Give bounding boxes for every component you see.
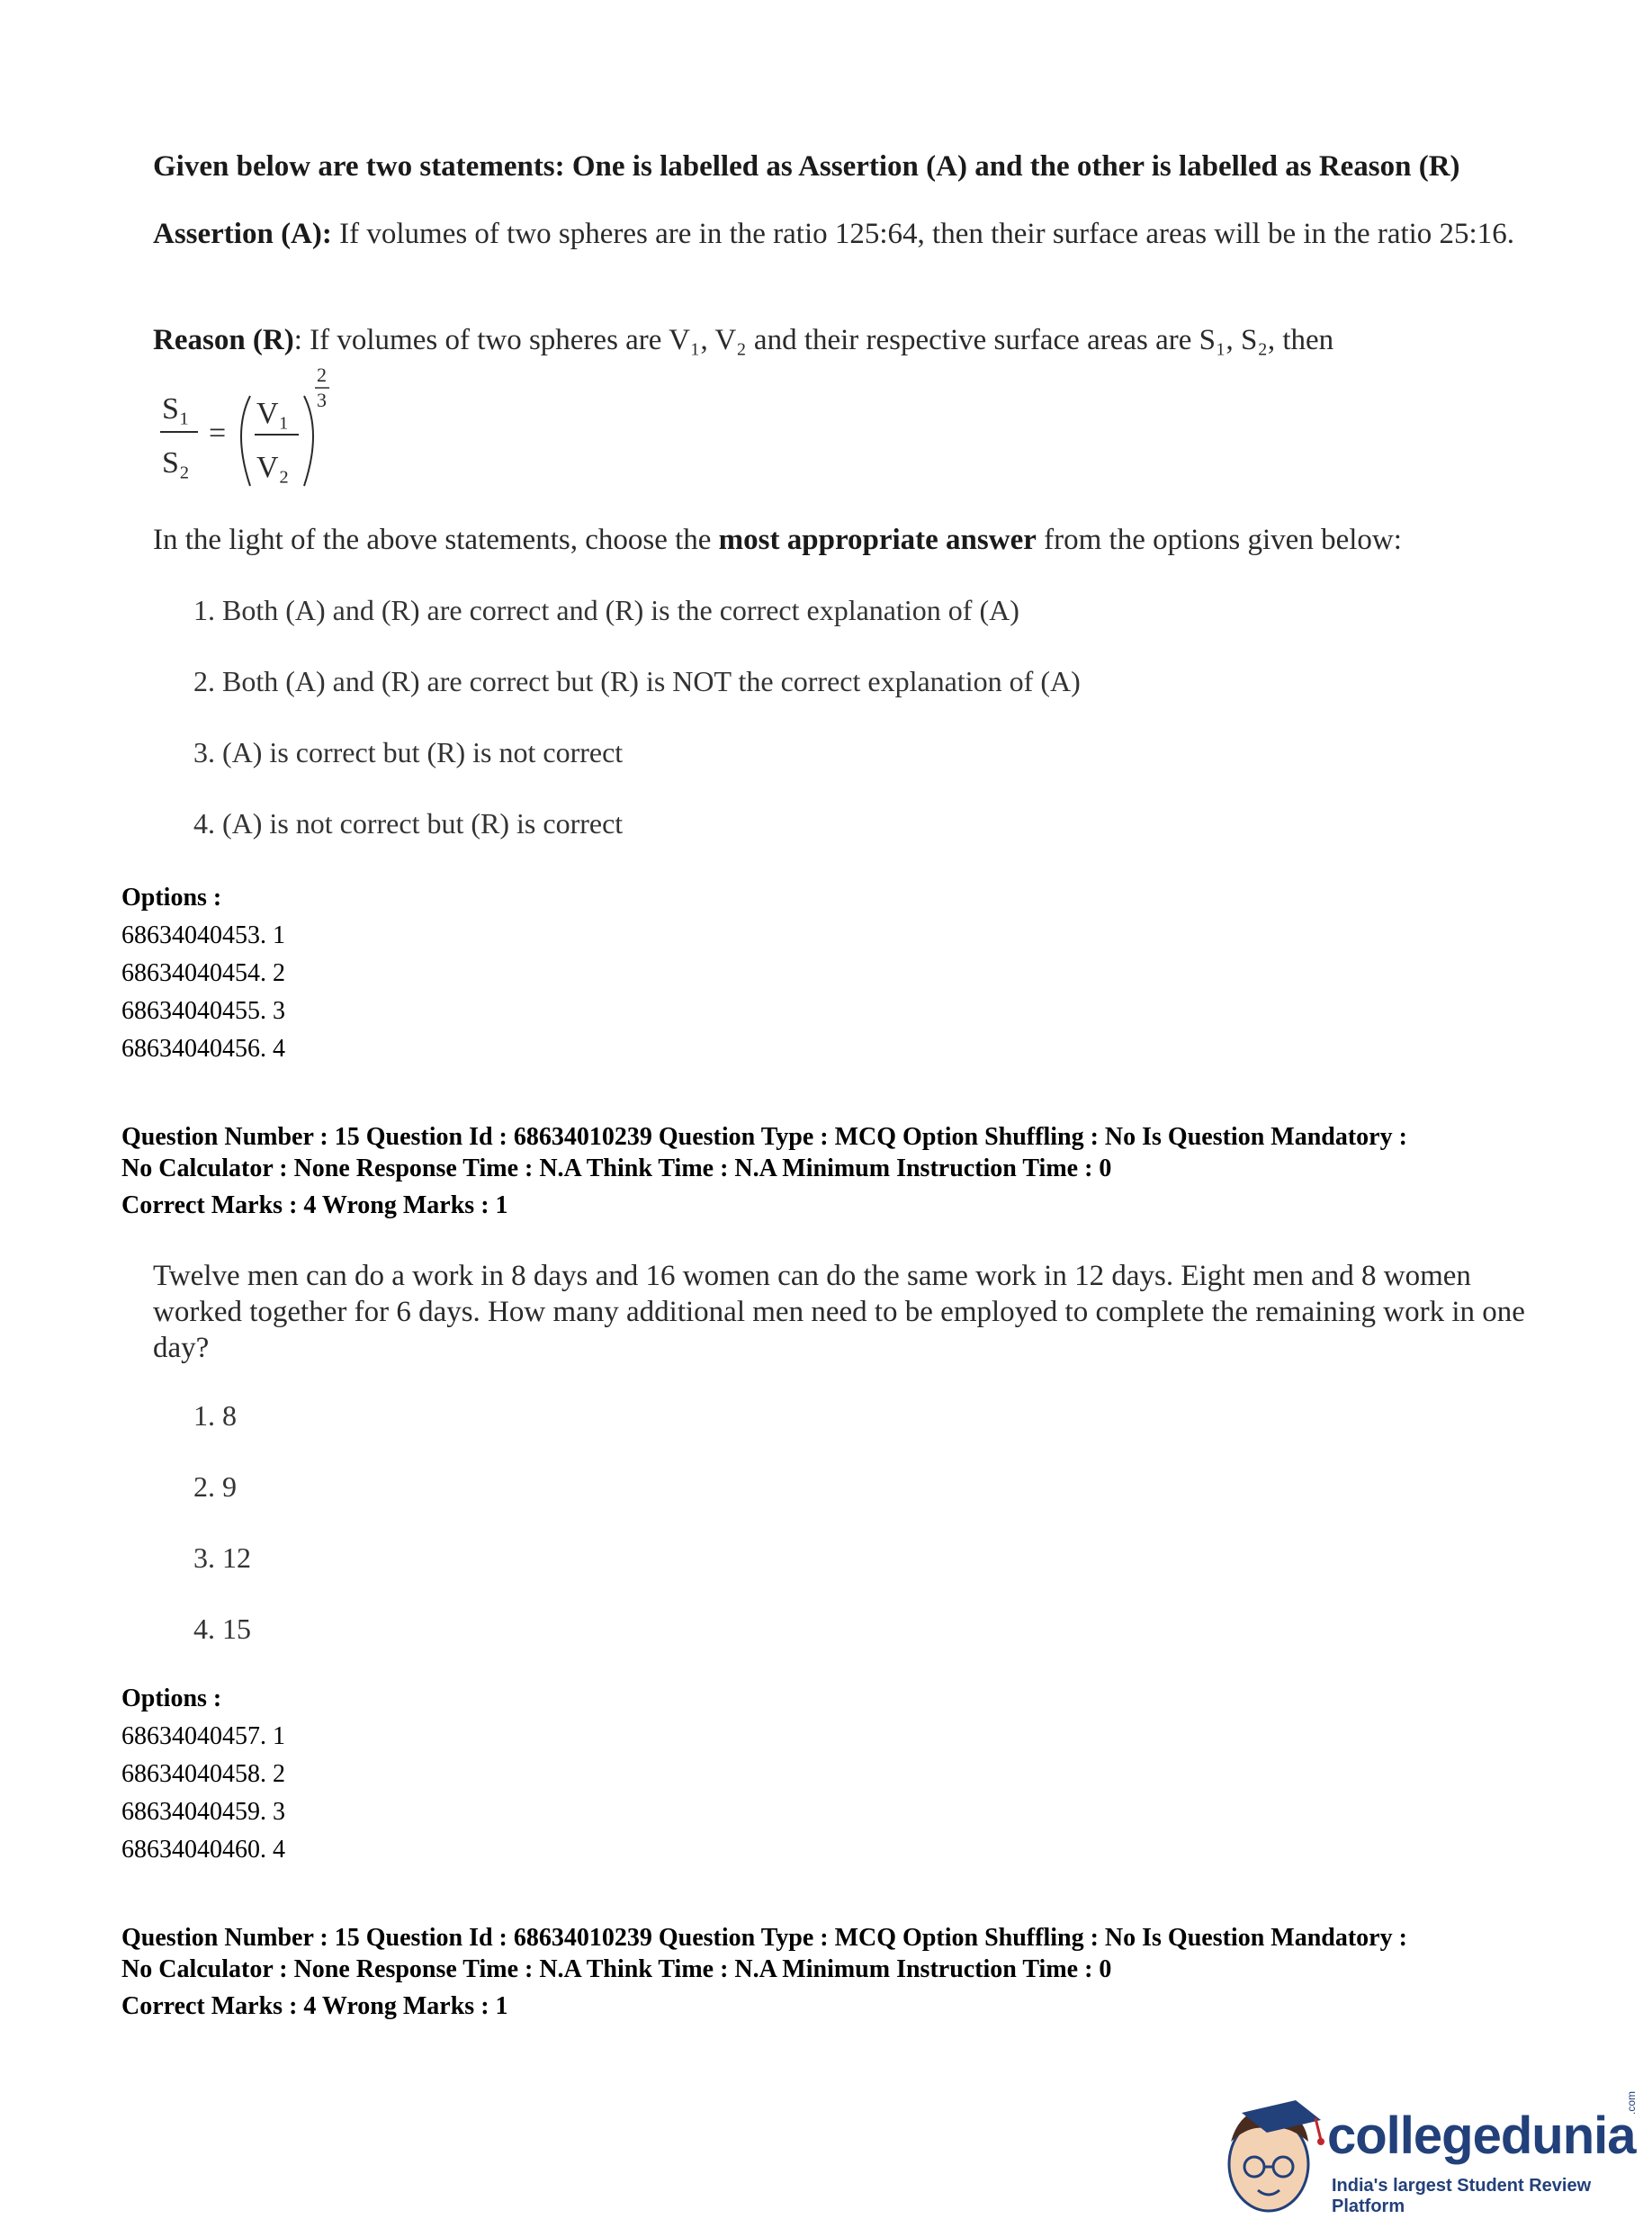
formula-v2: V₂ [256,451,290,484]
meta-line: Question Number : 15 Question Id : 68634010239 Question Type : MCQ Option Shuffling : No Is Question Mandatory : [121,1123,1407,1151]
instruction-pre: In the light of the above statements, choose the [153,524,719,556]
assertion-label: Assertion (A): [153,218,332,250]
option-line: 68634040457. 1 [121,1722,285,1750]
choice-item: 2. 9 [193,1470,237,1503]
option-line: 68634040455. 3 [121,997,285,1025]
choice-item: 1. Both (A) and (R) are correct and (R) is the correct explanation of (A) [193,594,1019,626]
choice-item: 2. Both (A) and (R) are correct but (R) is NOT the correct explanation of (A) [193,665,1081,697]
options-title: Options : [121,1684,222,1712]
meta-line: No Calculator : None Response Time : N.A Think Time : N.A Minimum Instruction Time : 0 [121,1154,1112,1182]
instruction-bold: most appropriate answer [718,524,1037,556]
formula-s2: S₂ [162,446,190,480]
option-line: 68634040460. 4 [121,1836,285,1864]
formula-exp-num: 2 [317,364,327,386]
option-line: 68634040453. 1 [121,921,285,949]
option-line: 68634040456. 4 [121,1035,285,1063]
formula-exp-den: 3 [317,389,327,411]
choice-item: 3. (A) is correct but (R) is not correct [193,736,624,768]
options-title: Options : [121,884,222,912]
assertion-statement [153,216,1557,252]
formula-left-paren [241,396,250,486]
choice-item: 1. 8 [193,1399,237,1432]
formula-right-paren [304,396,313,486]
question-meta [121,1922,1561,2022]
choice-item: 3. 12 [193,1541,251,1574]
choice-item: 4. (A) is not correct but (R) is correct [193,807,624,840]
reason-statement [153,322,1557,358]
marks-line: Correct Marks : 4 Wrong Marks : 1 [121,1992,508,2020]
assertion-reason-intro [153,148,1557,184]
question-body: Twelve men can do a work in 8 days and 16 women can do the same work in 12 days. Eight men and 8 women worked together for 6 days. How many additional men need to be employed to complete the remaining work in one day? [153,1260,1525,1364]
intro-text: Given below are two statements: One is labelled as Assertion (A) and the other is labelled as Reason (R) [153,150,1460,183]
meta-line: No Calculator : None Response Time : N.A Think Time : N.A Minimum Instruction Time : 0 [121,1955,1112,1983]
option-line: 68634040459. 3 [121,1798,285,1826]
option-line: 68634040458. 2 [121,1760,285,1788]
choice-item: 4. 15 [193,1613,251,1645]
surface-volume-formula [153,360,378,504]
reason-label: Reason (R) [153,324,294,356]
instruction-post: from the options given below: [1036,524,1402,556]
meta-line: Question Number : 15 Question Id : 68634010239 Question Type : MCQ Option Shuffling : No Is Question Mandatory : [121,1924,1407,1952]
logo-domain-suffix: .com [1625,2090,1638,2115]
formula-equals: = [209,417,227,450]
instruction [153,522,1557,558]
reason-text: : If volumes of two spheres are V₁, V₂ and their respective surface areas are S₁, S₂, then [293,324,1334,356]
student-mascot-icon [1229,2100,1324,2211]
formula-v1: V₁ [256,397,290,430]
option-line: 68634040454. 2 [121,959,285,987]
logo-wordmark: collegedunia [1327,2107,1636,2165]
assertion-text: If volumes of two spheres are in the ratio 125:64, then their surface areas will be in the ratio 25:16. [331,218,1514,250]
question-meta [121,1121,1561,1221]
marks-line: Correct Marks : 4 Wrong Marks : 1 [121,1191,508,1219]
formula-s1: S₁ [162,392,190,426]
question-text [153,1258,1548,1366]
logo-tagline: India's largest Student Review Platform [1332,2176,1592,2216]
